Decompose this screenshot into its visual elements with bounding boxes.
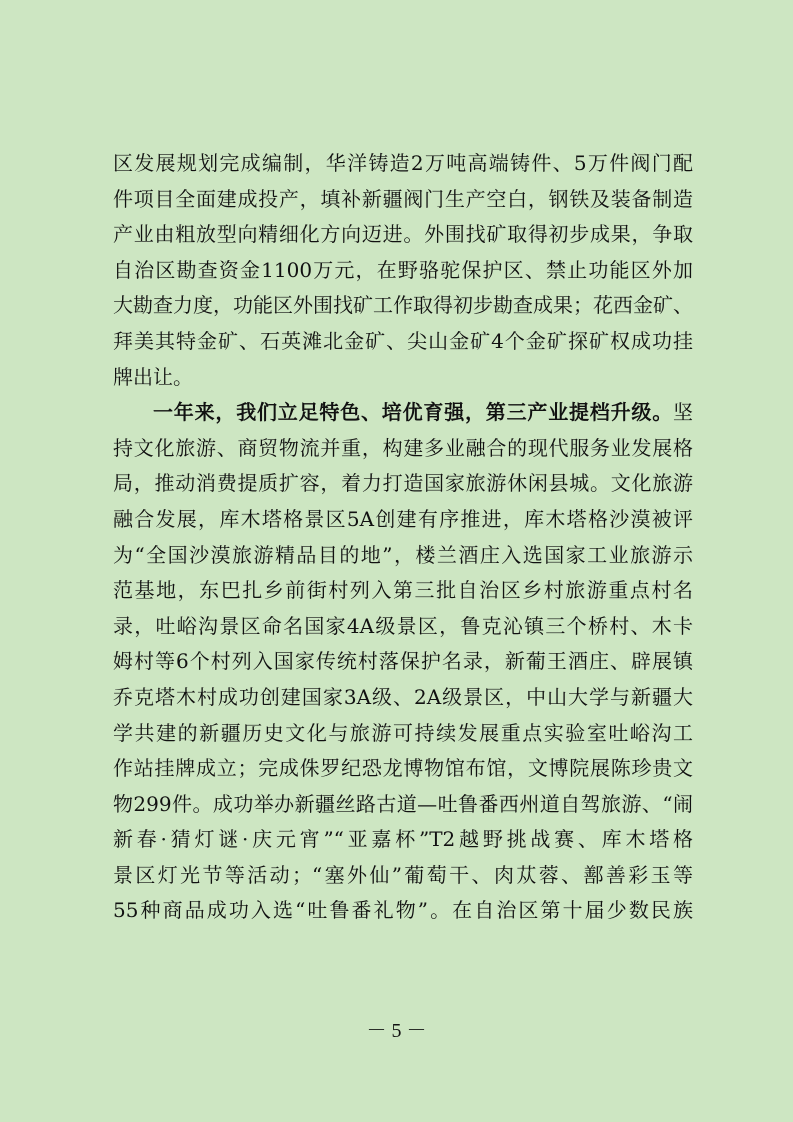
text-line: 55种商品成功入选“吐鲁番礼物”。在自治区第十届少数民族 — [113, 898, 693, 923]
text-line: 牌出让。 — [113, 364, 193, 389]
bold-lead-sentence: 一年来，我们立足特色、培优育强，第三产业提档升级。 — [153, 400, 673, 425]
text-line: 范基地，东巴扎乡前街村列入第三批自治区乡村旅游重点村名 — [113, 578, 693, 603]
text-line: 局，推动消费提质扩容，着力打造国家旅游休闲县城。文化旅游 — [113, 471, 693, 496]
text-line: 大勘查力度，功能区外围找矿工作取得初步勘查成果；花西金矿、 — [113, 293, 693, 318]
text-line: 件项目全面建成投产，填补新疆阀门生产空白，钢铁及装备制造 — [113, 186, 693, 211]
text-line: 物299件。成功举办新疆丝路古道—吐鲁番西州道自驾旅游、“闹 — [113, 791, 693, 816]
document-body — [113, 146, 693, 929]
paragraph-lead-line — [113, 395, 693, 431]
text-line: 持文化旅游、商贸物流并重，构建多业融合的现代服务业发展格 — [113, 435, 693, 460]
text-line: 产业由粗放型向精细化方向迈进。外围找矿取得初步成果，争取 — [113, 222, 693, 247]
text-line: 新春·猜灯谜·庆元宵”“亚嘉杯”T2越野挑战赛、库木塔格 — [113, 827, 693, 852]
text-line: 作站挂牌成立；完成侏罗纪恐龙博物馆布馆，文博院展陈珍贵文 — [113, 756, 693, 781]
text-line: 录，吐峪沟景区命名国家4A级景区，鲁克沁镇三个桥村、木卡 — [113, 613, 693, 638]
text-line: 区发展规划完成编制，华洋铸造2万吨高端铸件、5万件阀门配 — [113, 151, 693, 175]
text-run: 坚 — [673, 400, 693, 425]
text-line: 为“全国沙漠旅游精品目的地”，楼兰酒庄入选国家工业旅游示 — [113, 542, 693, 567]
page-number: － 5 － — [366, 1020, 427, 1042]
text-line: 乔克塔木村成功创建国家3A级、2A级景区，中山大学与新疆大 — [113, 684, 693, 709]
text-line: 姆村等6个村列入国家传统村落保护名录，新葡王酒庄、辟展镇 — [113, 649, 693, 674]
text-line: 景区灯光节等活动；“塞外仙”葡萄干、肉苁蓉、鄯善彩玉等 — [113, 862, 693, 887]
text-line: 融合发展，库木塔格景区5A创建有序推进，库木塔格沙漠被评 — [113, 506, 693, 531]
text-line: 自治区勘查资金1100万元，在野骆驼保护区、禁止功能区外加 — [113, 257, 693, 282]
text-line: 学共建的新疆历史文化与旅游可持续发展重点实验室吐峪沟工 — [113, 720, 693, 745]
text-line: 拜美其特金矿、石英滩北金矿、尖山金矿4个金矿探矿权成功挂 — [113, 328, 693, 353]
